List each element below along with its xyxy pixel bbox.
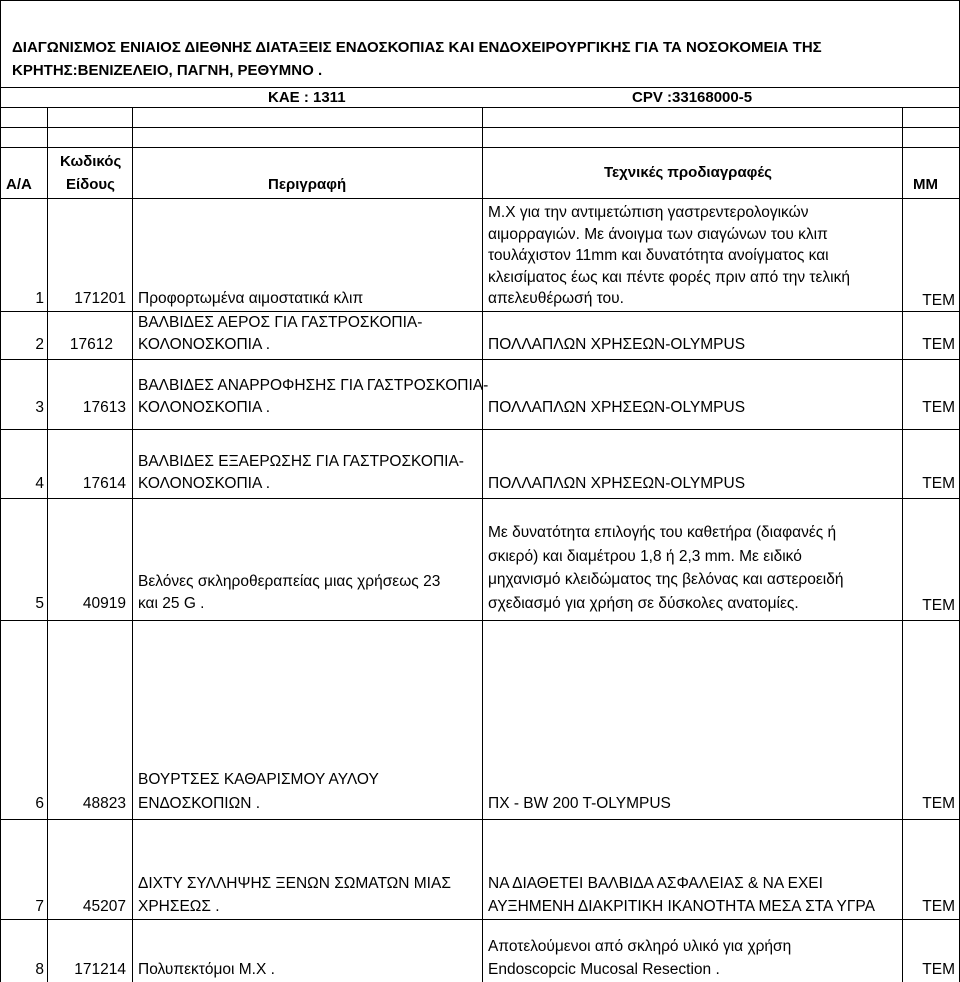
row-spec-line: κλεισίματος έως και πέντε φορές πριν από την τελική: [488, 269, 850, 286]
grid-line: [0, 147, 960, 148]
row-code: 171214: [74, 961, 126, 978]
row-description: Βελόνες σκληροθεραπείας μιας χρήσεως 23: [138, 573, 441, 590]
grid-line: [0, 620, 960, 621]
row-unit: ΤΕΜ: [922, 597, 955, 614]
row-description: ΕΝΔΟΣΚΟΠΙΩΝ .: [138, 795, 261, 812]
row-description: ΚΟΛΟΝΟΣΚΟΠΙΑ .: [138, 399, 271, 416]
row-spec-line: Μ.Χ για την αντιμετώπιση γαστρεντερολογικών: [488, 204, 809, 221]
row-aa: 1: [35, 290, 44, 307]
header-description: Περιγραφή: [268, 176, 347, 193]
row-unit: ΤΕΜ: [922, 336, 955, 353]
row-unit: ΤΕΜ: [922, 292, 955, 309]
grid-line: [0, 819, 960, 820]
row-spec-line: αιμορραγιών. Με άνοιγμα των σιαγώνων του κλιπ: [488, 226, 828, 243]
grid-line: [482, 107, 483, 982]
row-description: ΚΟΛΟΝΟΣΚΟΠΙΑ .: [138, 475, 271, 492]
header-specs: Τεχνικές προδιαγραφές: [604, 164, 772, 181]
row-description: ΧΡΗΣΕΩΣ .: [138, 898, 220, 915]
grid-line: [47, 107, 48, 982]
grid-line: [0, 107, 960, 108]
row-aa: 8: [35, 961, 44, 978]
grid-line: [0, 198, 960, 199]
grid-line: [0, 87, 960, 88]
row-aa: 6: [35, 795, 44, 812]
row-description: ΔΙΧΤΥ ΣΥΛΛΗΨΗΣ ΞΕΝΩΝ ΣΩΜΑΤΩΝ ΜΙΑΣ: [138, 875, 451, 892]
row-description: ΒΟΥΡΤΣΕΣ ΚΑΘΑΡΙΣΜΟΥ ΑΥΛΟΥ: [138, 771, 379, 788]
row-code: 45207: [82, 898, 126, 915]
grid-line: [0, 919, 960, 920]
row-description: ΚΟΛΟΝΟΣΚΟΠΙΑ .: [138, 336, 271, 353]
row-code: 48823: [82, 795, 126, 812]
row-description: ΒΑΛΒΙΔΕΣ ΑΝΑΡΡΟΦΗΣΗΣ ΓΙΑ ΓΑΣΤΡΟΣΚΟΠΙΑ-: [138, 377, 489, 394]
row-description: και 25 G .: [138, 595, 205, 612]
row-spec-line: ΠΟΛΛΑΠΛΩΝ ΧΡΗΣΕΩΝ-OLYMPUS: [488, 336, 746, 353]
row-spec-line: σχεδιασμό για χρήση σε δύσκολες ανατομίες.: [488, 595, 799, 612]
row-spec-line: ΠΟΛΛΑΠΛΩΝ ΧΡΗΣΕΩΝ-OLYMPUS: [488, 399, 746, 416]
grid-line: [902, 107, 903, 982]
row-code: 40919: [82, 595, 126, 612]
row-description: Προφορτωμένα αιμοστατικά κλιπ: [138, 290, 364, 307]
row-spec-line: σκιερό) και διαμέτρου 1,8 ή 2,3 mm. Με ειδικό: [488, 548, 802, 565]
row-description: Πολυπεκτόμοι Μ.Χ .: [138, 961, 275, 978]
header-code-line-1: Κωδικός: [60, 153, 122, 170]
row-spec-line: τουλάχιστον 11mm και δυνατότητα ανοίγματος και: [488, 247, 829, 264]
grid-line: [0, 311, 960, 312]
row-aa: 7: [35, 898, 44, 915]
row-aa: 4: [35, 475, 44, 492]
grid-line: [0, 359, 960, 360]
row-code: 17614: [82, 475, 126, 492]
grid-line: [132, 107, 133, 982]
row-code: 171201: [74, 290, 126, 307]
row-unit: ΤΕΜ: [922, 795, 955, 812]
grid-line: [0, 127, 960, 128]
header-aa: Α/Α: [6, 176, 32, 193]
document-title-line-1: ΔΙΑΓΩΝΙΣΜΟΣ ΕΝΙΑΙΟΣ ΔΙΕΘΝΗΣ ΔΙΑΤΑΞΕΙΣ ΕΝΔΟΣΚΟΠΙΑΣ ΚΑΙ ΕΝΔΟΧΕΙΡΟΥΡΓΙΚΗΣ ΓΙΑ ΤΑ ΝΟΣΟΚΟΜΕΙΑ ΤΗΣ: [12, 39, 822, 56]
row-spec-line: Αποτελούμενοι από σκληρό υλικό για χρήση: [488, 938, 792, 955]
row-aa: 3: [35, 399, 44, 416]
row-description: ΒΑΛΒΙΔΕΣ ΑΕΡΟΣ ΓΙΑ ΓΑΣΤΡΟΣΚΟΠΙΑ-: [138, 314, 423, 331]
row-code: 17613: [82, 399, 126, 416]
row-aa: 2: [35, 336, 44, 353]
row-code: 17612: [69, 336, 113, 353]
row-unit: ΤΕΜ: [922, 475, 955, 492]
row-unit: ΤΕΜ: [922, 898, 955, 915]
document-title-line-2: ΚΡΗΤΗΣ:ΒΕΝΙΖΕΛΕΙΟ, ΠΑΓΝΗ, ΡΕΘΥΜΝΟ .: [12, 62, 323, 79]
header-unit: ΜΜ: [913, 176, 938, 193]
row-spec-line: Endoscopcic Mucosal Resection .: [488, 961, 720, 978]
header-code-line-2: Είδους: [66, 176, 115, 193]
row-spec-line: ΝΑ ΔΙΑΘΕΤΕΙ ΒΑΛΒΙΔΑ ΑΣΦΑΛΕΙΑΣ & ΝΑ ΕΧΕΙ: [488, 875, 823, 892]
row-spec-line: Με δυνατότητα επιλογής του καθετήρα (διαφανές ή: [488, 524, 837, 541]
row-unit: ΤΕΜ: [922, 399, 955, 416]
row-aa: 5: [35, 595, 44, 612]
row-spec-line: ΠΟΛΛΑΠΛΩΝ ΧΡΗΣΕΩΝ-OLYMPUS: [488, 475, 746, 492]
row-description: ΒΑΛΒΙΔΕΣ ΕΞΑΕΡΩΣΗΣ ΓΙΑ ΓΑΣΤΡΟΣΚΟΠΙΑ-: [138, 453, 464, 470]
kae-code: ΚΑΕ : 1311: [268, 89, 346, 106]
row-spec-line: ΑΥΞΗΜΕΝΗ ΔΙΑΚΡΙΤΙΚΗ ΙΚΑΝΟΤΗΤΑ ΜΕΣΑ ΣΤΑ ΥΓΡΑ: [488, 898, 875, 915]
grid-line: [0, 498, 960, 499]
grid-line: [0, 429, 960, 430]
grid-line: [0, 0, 960, 1]
row-spec-line: απελευθέρωσή του.: [488, 290, 624, 307]
row-spec-line: ΠΧ - BW 200 T-OLYMPUS: [488, 795, 671, 812]
row-unit: ΤΕΜ: [922, 961, 955, 978]
row-spec-line: μηχανισμό κλειδώματος της βελόνας και αστεροειδή: [488, 571, 844, 588]
cpv-code: CPV :33168000-5: [632, 89, 753, 106]
